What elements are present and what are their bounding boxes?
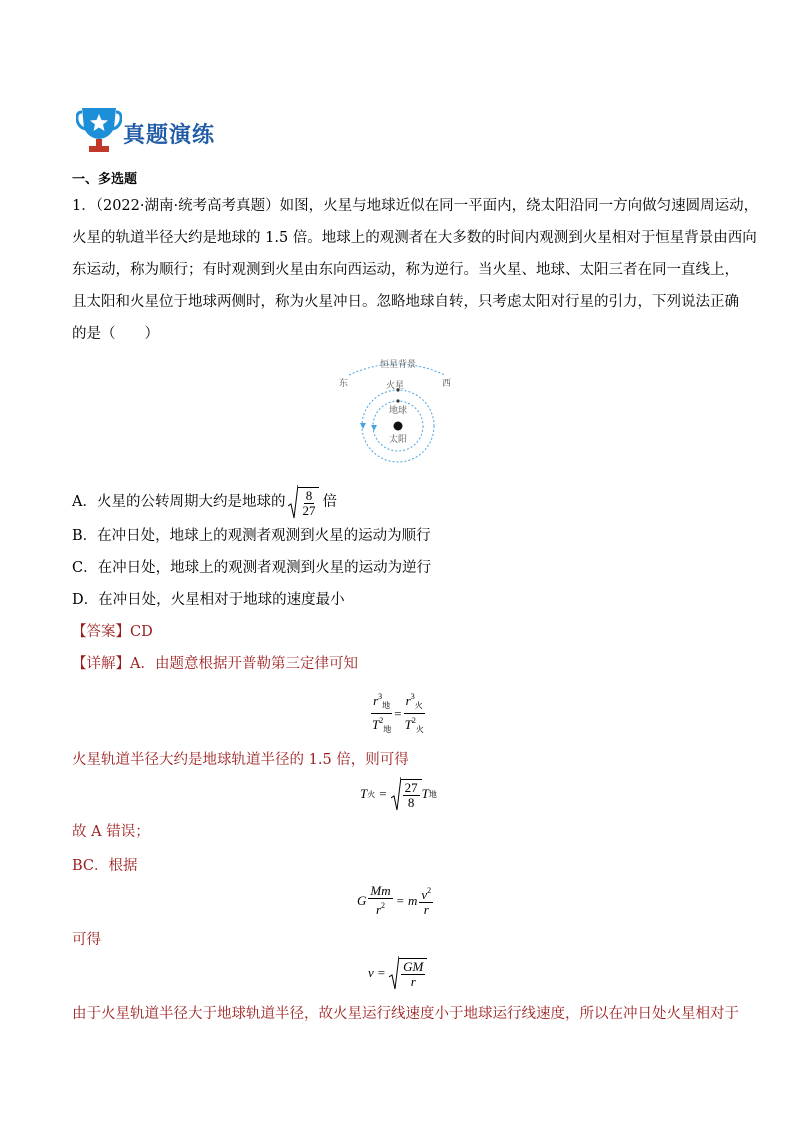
detail-text-1: A．由题意根据开普勒第三定律可知 [130, 656, 358, 672]
detail-line-6: 由于火星轨道半径大于地球轨道半径，故火星运行线速度小于地球运行线速度，所以在冲日处火星相对于 [72, 1006, 739, 1022]
option-c: C．在冲日处，地球上的观测者观测到火星的运动为逆行 [72, 560, 432, 576]
question-line: 且太阳和火星位于地球两侧时，称为火星冲日。忽略地球自转，只考虑太阳对行星的引力，下列说法正确 [72, 294, 739, 310]
detail-label: 【详解】 [72, 656, 130, 672]
formula-period: T 火 = $\frac{27}{8}$ T 地 [360, 776, 437, 812]
question-line: 1．（2022·湖南·统考高考真题）如图，火星与地球近似在同一平面内，绕太阳沿同一方向做匀速圆周运动， [72, 198, 759, 214]
detail-line-3: 故 A 错误； [72, 824, 150, 840]
option-b: B．在冲日处，地球上的观测者观测到火星的运动为顺行 [72, 528, 431, 544]
answer-label: 【答案】 [72, 624, 130, 640]
formula-kepler: $\frac{r^3_地}{T^2_地}$ = $\frac{r^3_火}{T^2_火}$ [372, 692, 424, 734]
detail-line-5: 可得 [72, 932, 101, 948]
option-a-numerator: 8 [305, 487, 313, 503]
orbit-diagram [335, 355, 459, 471]
answer-line [72, 622, 153, 642]
question-line: 东运动，称为顺行；有时观测到火星由东向西运动，称为逆行。当火星、地球、太阳三者在同一直线上， [72, 262, 739, 278]
sun-dot [394, 422, 403, 431]
formula-gravity: G $\frac{Mm}{r^2}$ = m $\frac{v^2}{r}$ [357, 883, 432, 917]
detail-line-4: BC．根据 [72, 858, 138, 874]
detail-line-1 [72, 654, 358, 674]
detail-line-2: 火星轨道半径大约是地球轨道半径的 1.5 倍，则可得 [72, 752, 409, 768]
earth-dot [396, 399, 399, 402]
option-a-denominator: 27 [302, 502, 316, 518]
answer-value: CD [130, 624, 153, 640]
question-line: 的是（ ） [72, 326, 159, 342]
option-a [72, 484, 337, 520]
earth-direction-arrow [371, 425, 377, 431]
question-line: 火星的轨道半径大约是地球的 1.5 倍。地球上的观测者在大多数的时间内观测到火星相对于恒星背景由西向 [72, 230, 757, 246]
option-d: D．在冲日处，火星相对于地球的速度最小 [72, 592, 345, 608]
formula-velocity: v = $\frac{GM}{r}$ [368, 955, 427, 991]
section-title: 一、多选题 [72, 172, 138, 187]
trophy-icon [76, 102, 122, 154]
option-a-suffix: 倍 [322, 494, 337, 510]
star-background-label: 恒星背景 [380, 360, 417, 370]
mars-direction-arrow [360, 423, 366, 429]
option-a-prefix: A．火星的公转周期大约是地球的 [72, 494, 286, 510]
east-label: 东 [339, 379, 349, 389]
sun-label: 太阳 [389, 435, 408, 445]
west-label: 西 [442, 379, 452, 389]
option-a-sqrt [288, 484, 319, 520]
page-title: 真题演练 [123, 123, 216, 148]
earth-label: 地球 [389, 406, 408, 416]
mars-label: 火星 [386, 381, 405, 391]
